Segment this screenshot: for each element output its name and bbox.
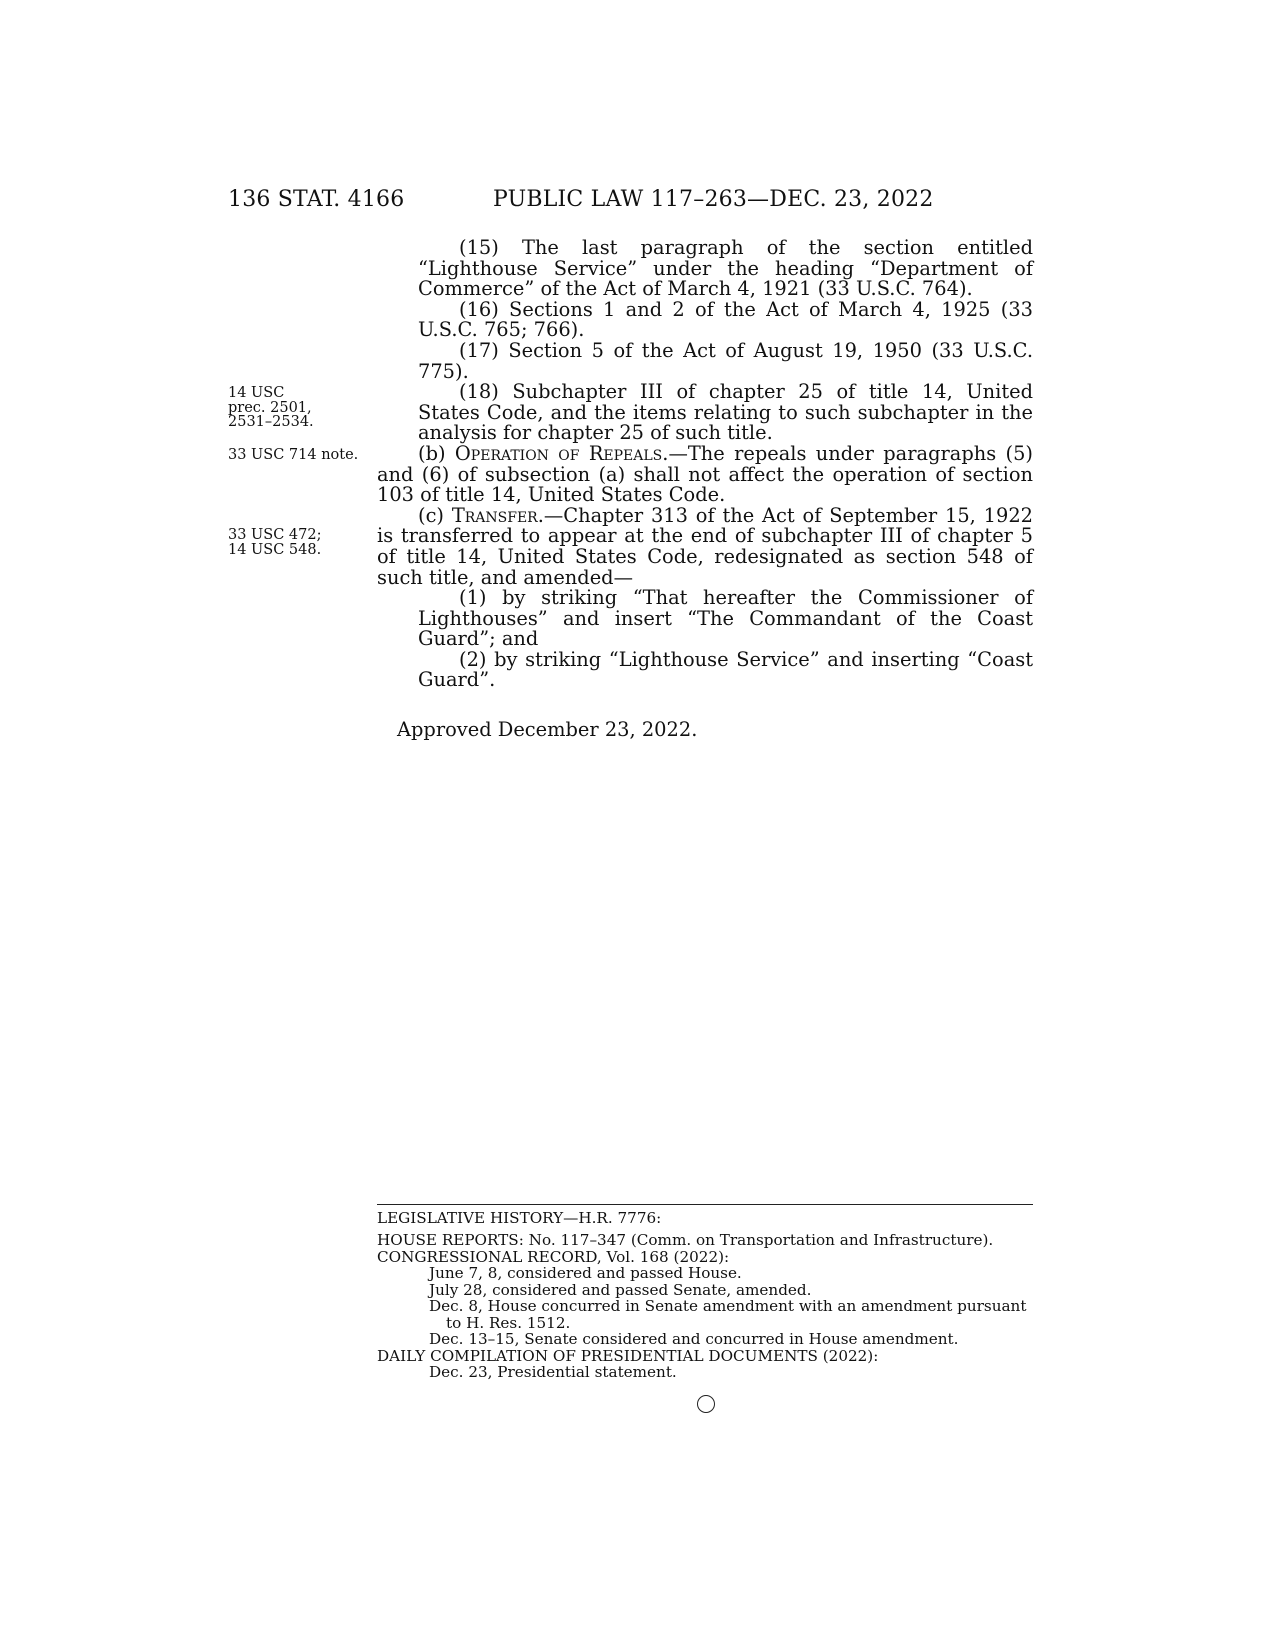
paragraph-c2: (2) by striking “Lighthouse Service” and inserting “Coast Guard”.	[418, 647, 1033, 692]
margin-note-line: 14 USC	[228, 385, 285, 401]
margin-note-line: 14 USC 548.	[228, 541, 322, 558]
end-of-document-circle-icon	[697, 1395, 715, 1413]
paragraph-17: (17) Section 5 of the Act of August 19, 1950 (33 U.S.C. 775).	[418, 338, 1033, 383]
dc-item: Dec. 23, Presidential statement.	[429, 1363, 677, 1381]
subsection-c-text: —Chapter 313 of the Act of September 15, 1922 is transferred to appear at the end of subchapter III of chapter 5 of title 14, United States Code, redesignated as section 548 of such title, and amended—	[377, 503, 1034, 589]
subsection-c-label: (c)	[418, 503, 452, 527]
cr-item-continued: to H. Res. 1512.	[446, 1313, 571, 1332]
margin-note-line: 2531–2534.	[228, 414, 314, 430]
subsection-b-text: —The repeals under paragraphs (5) and (6) of subsection (a) shall not affect the operation of section 103 of title 14, United States Code.	[377, 441, 1033, 507]
subsection-b	[377, 441, 1033, 507]
legislative-history-title: LEGISLATIVE HISTORY—H.R. 7776:	[377, 1209, 662, 1227]
cr-item: June 7, 8, considered and passed House.	[429, 1264, 742, 1282]
paragraph-16: (16) Sections 1 and 2 of the Act of March 4, 1925 (33 U.S.C. 765; 766).	[418, 297, 1033, 342]
cr-item: Dec. 13–15, Senate considered and concurred in House amendment.	[429, 1330, 959, 1348]
main-text	[377, 238, 1033, 691]
daily-compilation: DAILY COMPILATION OF PRESIDENTIAL DOCUMENTS (2022):	[377, 1346, 879, 1365]
page-stat-number: 136 STAT. 4166	[228, 187, 405, 212]
paragraph-c1: (1) by striking “That hereafter the Commissioner of Lighthouses” and insert “The Commandant of the Coast Guard”; and	[418, 586, 1033, 651]
subsection-b-label: (b)	[418, 441, 455, 465]
footer-rule	[377, 1204, 1033, 1205]
house-reports: HOUSE REPORTS: No. 117–347 (Comm. on Transportation and Infrastructure).	[377, 1231, 994, 1249]
congressional-record: CONGRESSIONAL RECORD, Vol. 168 (2022):	[377, 1247, 730, 1266]
margin-note-33-usc-472	[228, 528, 321, 557]
margin-note-line: 33 USC 472;	[228, 527, 322, 543]
margin-note-line: prec. 2501,	[228, 399, 312, 416]
approval-date: Approved December 23, 2022.	[397, 718, 698, 741]
margin-note-14-usc	[228, 386, 314, 430]
subsection-c-heading: Transfer.	[451, 503, 544, 527]
paragraph-18: (18) Subchapter III of chapter 25 of title 14, United States Code, and the items relating to such subchapter in the analysis for chapter 25 of such title.	[418, 380, 1033, 445]
legislative-history	[377, 1232, 1033, 1381]
paragraph-15: (15) The last paragraph of the section entitled “Lighthouse Service” under the heading “Department of Commerce” of the Act of March 4, 1921 (33 U.S.C. 764).	[418, 236, 1033, 301]
margin-note-33-usc-714: 33 USC 714 note.	[228, 447, 359, 463]
page-title: PUBLIC LAW 117–263—DEC. 23, 2022	[493, 187, 934, 212]
subsection-b-heading: Operation of Repeals.	[454, 441, 669, 465]
cr-item: July 28, considered and passed Senate, amended.	[429, 1280, 812, 1299]
subsection-c	[377, 503, 1034, 589]
cr-item: Dec. 8, House concurred in Senate amendment with an amendment pursuant	[429, 1297, 1027, 1315]
